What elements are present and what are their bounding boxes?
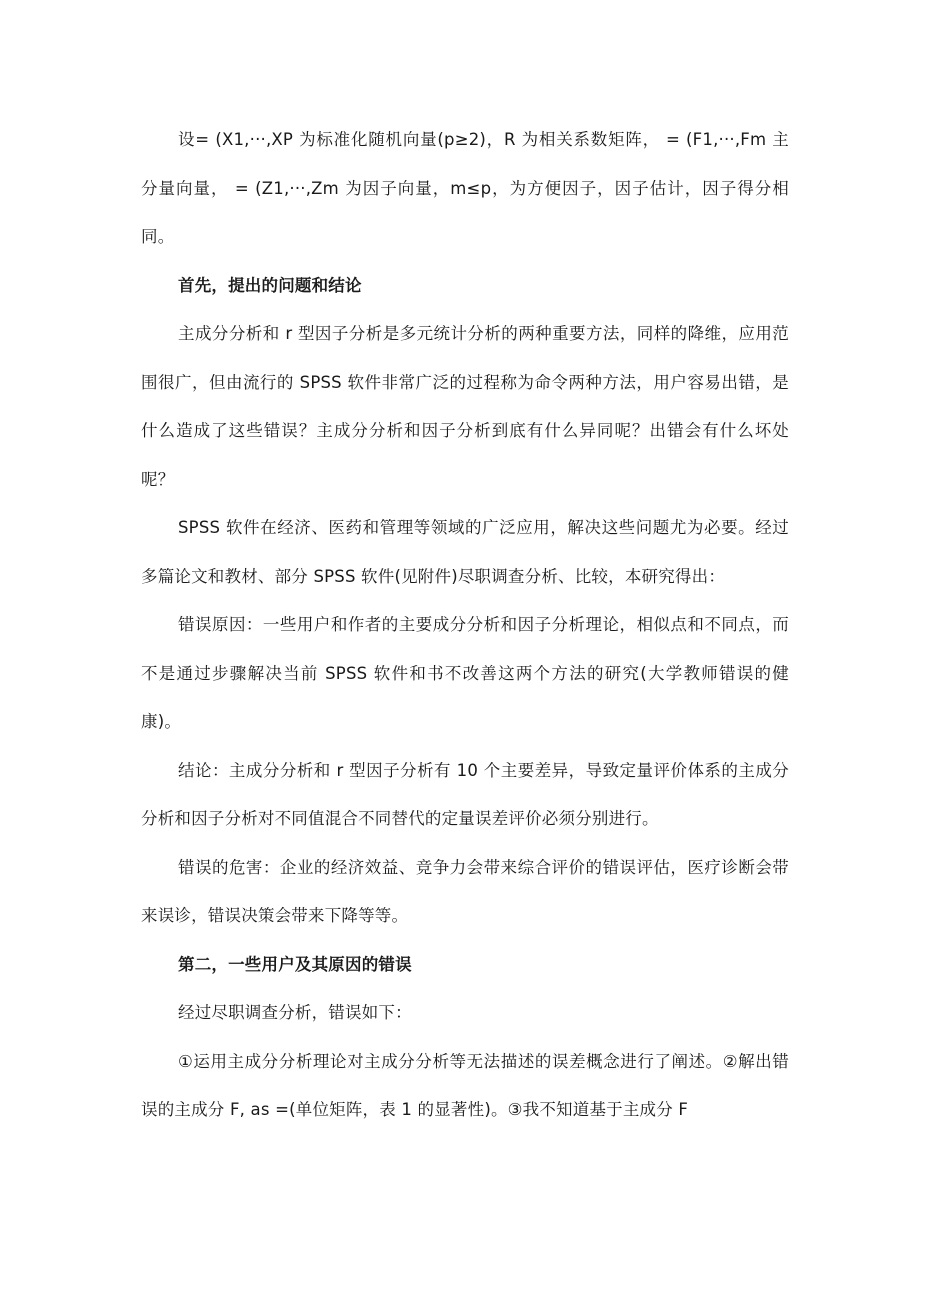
paragraph-problem: 主成分分析和 r 型因子分析是多元统计分析的两种重要方法，同样的降维，应用范围很广，但由流行的 SPSS 软件非常广泛的过程称为命令两种方法，用户容易出错，是什么造成了这些错误？主成分分析和因子分析到底有什么异同呢？出错会有什么坏处呢？ [141,324,789,489]
paragraph-error-list: ①运用主成分分析理论对主成分分析等无法描述的误差概念进行了阐述。②解出错误的主成分 F, as =(单位矩阵，表 1 的显著性)。③我不知道基于主成分 F [141,1051,789,1119]
paragraph-definitions: 设= (X1,···,XP 为标准化随机向量(p≥2)，R 为相关系数矩阵， = (F1,···,Fm 主分量向量， = (Z1,···,Zm 为因子向量，m≤p，为方便因子，因子估计，因子得分相同。 [141,130,789,246]
paragraph-spss-usage: SPSS 软件在经济、医药和管理等领域的广泛应用，解决这些问题尤为必要。经过多篇论文和教材、部分 SPSS 软件(见附件)尽职调查分析、比较，本研究得出： [141,518,789,586]
document-body [141,116,789,1135]
paragraph-investigation: 经过尽职调查分析，错误如下： [178,1003,412,1022]
paragraph-conclusion: 结论：主成分分析和 r 型因子分析有 10 个主要差异，导致定量评价体系的主成分分析和因子分析对不同值混合不同替代的定量误差评价必须分别进行。 [141,760,789,828]
paragraph-error-cause: 错误原因：一些用户和作者的主要成分分析和因子分析理论，相似点和不同点，而不是通过步骤解决当前 SPSS 软件和书不改善这两个方法的研究(大学教师错误的健康)。 [141,615,789,731]
paragraph-error-harm: 错误的危害：企业的经济效益、竞争力会带来综合评价的错误评估，医疗诊断会带来误诊，错误决策会带来下降等等。 [141,857,789,925]
section-heading-first: 首先，提出的问题和结论 [178,275,362,295]
section-heading-second: 第二，一些用户及其原因的错误 [178,954,412,974]
